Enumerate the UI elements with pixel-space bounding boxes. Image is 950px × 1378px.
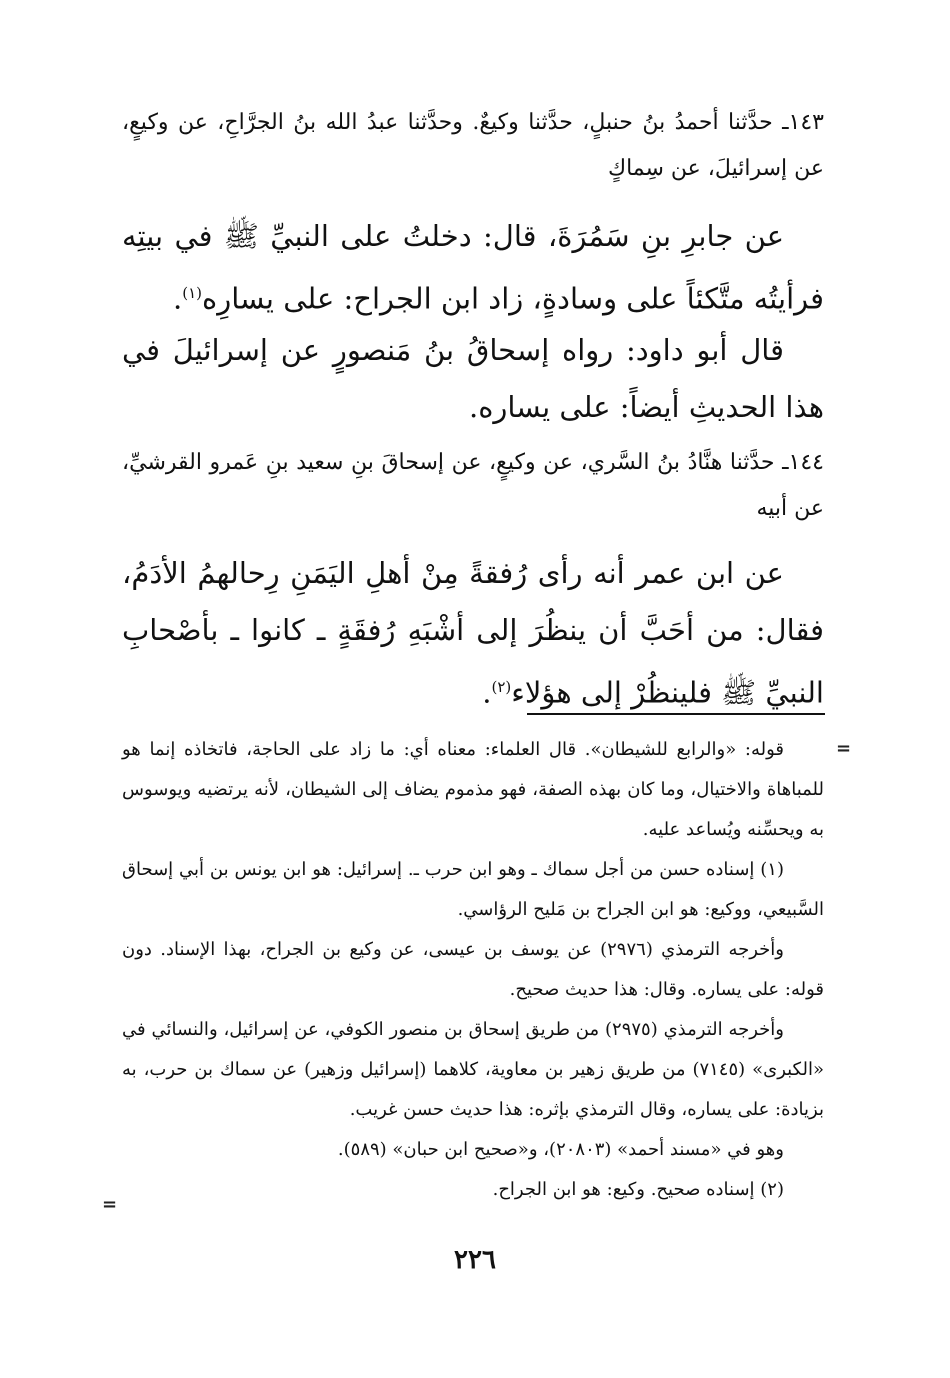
hadith-1143-body: عن جابرِ بنِ سَمُرَةَ، قال: دخلتُ على النبيِّ ﷺ في بيتِه فرأيتُه متَّكئاً على وسادةٍ، زاد ابن الجراح: على يسارِه <box>122 219 824 316</box>
abu-dawud-note: قال أبو داود: رواه إسحاقُ بنُ مَنصورٍ عن إسرائيلَ في هذا الحديثِ أيضاً: على يساره. <box>122 333 824 424</box>
hadith-1144-end: . <box>482 675 492 710</box>
hadith-1143-end: . <box>173 281 183 316</box>
footnote-1-para-2: وأخرجه الترمذي (٢٩٧٦) عن يوسف بن عيسى، عن وكيع بن الجراح، بهذا الإسناد. دون قوله: على يساره. وقال: هذا حديث صحيح. <box>122 939 824 1000</box>
footnote-ref-2: (٢) <box>491 678 512 696</box>
continuation-mark-bottom: = <box>102 1194 118 1215</box>
hadith-1143-chain: ١٤٣ـ حدَّثنا أحمدُ بنُ حنبلٍ، حدَّثنا وكيعٌ. وحدَّثنا عبدُ الله بنُ الجرَّاحِ، عن وكيعٍ، عن إسرائيلَ، عن سِماكٍ <box>122 110 824 181</box>
hadith-1143-text <box>122 208 824 328</box>
footnote-1-para-4: وهو في «مسند أحمد» (٢٠٨٠٣)، و«صحيح ابن حبان» (٥٨٩). <box>337 1139 784 1160</box>
footnote-1-para-3: وأخرجه الترمذي (٢٩٧٥) من طريق إسحاق بن منصور الكوفي، عن إسرائيل، والنسائي في «الكبرى» (٧١٤٥) من طريق زهير بن معاوية، كلاهما (إسرائيل وزهير) عن سماك بن حرب، به بزيادة: على يساره، وقال الترمذي بإثره: هذا حديث حسن غريب. <box>122 1019 824 1120</box>
footnote-carry-over: قوله: «والرابع للشيطان». قال العلماء: معناه أي: ما زاد على الحاجة، فاتخاذه إنما هو للمباهاة والاختيال، وما كان بهذه الصفة، فهو مذموم يضاف إلى الشيطان، لأنه يرتضيه ويوسوس به ويحسِّنه ويُساعد عليه. <box>122 739 824 840</box>
footnote-separator <box>527 713 825 715</box>
hadith-1144-chain: ١٤٤ـ حدَّثنا هنَّادُ بنُ السَّري، عن وكيعٍ، عن إسحاقَ بنِ سعيد بنِ عَمرو القرشيِّ، عن أبيه <box>122 450 824 521</box>
page-number: ٢٢٦ <box>454 1245 496 1275</box>
footnote-2: (٢) إسناده صحيح. وكيع: هو ابن الجراح. <box>492 1179 784 1200</box>
footnotes <box>122 730 824 1210</box>
continuation-mark-top: = <box>836 738 852 759</box>
footnote-1-para-1: (١) إسناده حسن من أجل سماك ـ وهو ابن حرب ـ. إسرائيل: هو ابن يونس بن أبي إسحاق السَّبيعي، ووكيع: هو ابن الجراح بن مَليح الرؤاسي. <box>122 859 824 920</box>
hadith-1144-body: عن ابن عمر أنه رأى رُفقةً مِنْ أهلِ اليَمَنِ رِحالهمُ الأدَمُ، فقال: من أحَبَّ أن ينظُرَ إلى أشْبَهِ رُفقَةٍ ـ كانوا ـ بأصْحابِ النبيِّ ﷺ فلينظُرْ إلى هؤلاء <box>122 556 824 710</box>
hadith-1144-text <box>122 545 824 722</box>
footnote-ref-1: (١) <box>182 284 202 302</box>
